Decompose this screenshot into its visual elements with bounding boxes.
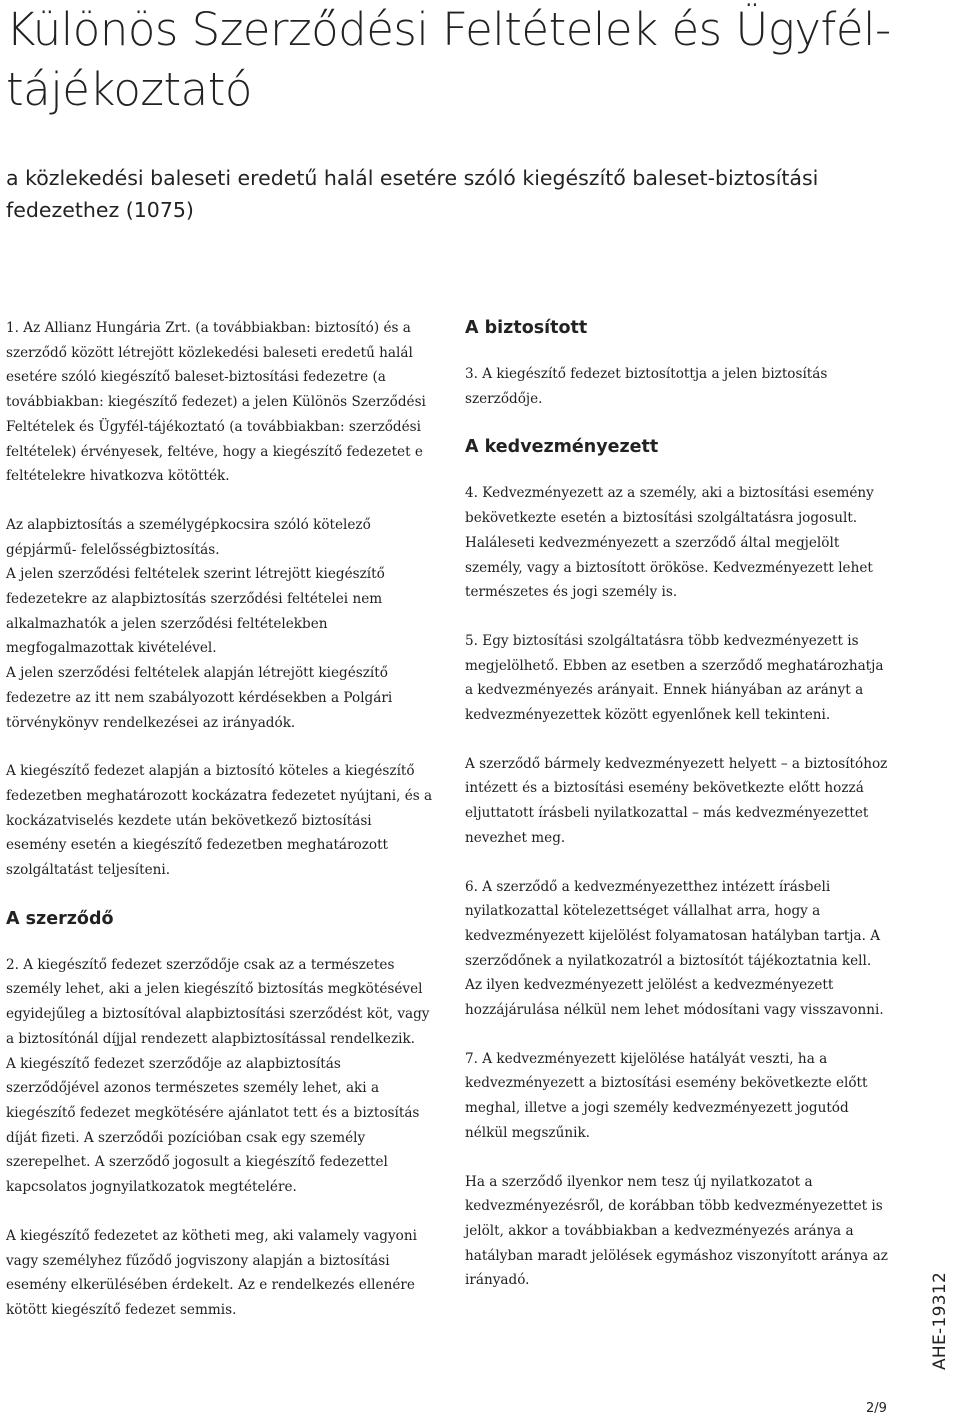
paragraph-1: 1. Az Allianz Hungária Zrt. (a továbbiakban: biztosító) és a szerződő között létrejött közlekedési baleseti eredetű halál esetére szóló kiegészítő baleset-biztosítási fedezetre (a továbbiakban: kiegészítő fedezet) a jelen Különös Szerződési Feltételek és Ügyfél-tájékoztató (a továbbiakban: szerződési feltételek) érvényesek, feltéve, hogy a kiegészítő fedezetet e feltételekre hivatkozva kötötték. <box>6 320 426 485</box>
paragraph-4: 4. Kedvezményezett az a személy, aki a biztosítási esemény bekövetkezte esetén a biztosítási szolgáltatásra jogosult. Haláleseti kedvezményezett a szerződő által megjelölt személy, vagy a biztosított örököse. Kedvezményezett lehet természetes és jogi személy is. <box>465 485 874 601</box>
paragraph-ptk: A jelen szerződési feltételek alapján létrejött kiegészítő fedezetre az itt nem szabályozott kérdésekben a Polgári törvénykönyv rendelkezései az irányadók. <box>6 665 393 731</box>
paragraph-uj-nyilatkozat: Ha a szerződő ilyenkor nem tesz új nyilatkozatot a kedvezményezésről, de korábban több kedvezményezettet is jelölt, akkor a továbbiakban a kedvezményezés aránya a hatályban maradt jelölések egymáshoz viszonyított aránya az irányadó. <box>465 1173 888 1289</box>
left-column <box>6 316 434 1347</box>
paragraph-5: 5. Egy biztosítási szolgáltatásra több kedvezményezett is megjelölhető. Ebben az esetben a szerződő meghatározhatja a kedvezményezés arányait. Ennek hiányában az arányt a kedvezményezettek között egyenlőnek kell tekinteni. <box>465 632 884 724</box>
document-title: Különös Szerződési Feltételek és Ügyfél-tájékoztató <box>6 3 891 116</box>
heading-szerzodo: A szerződő <box>6 908 114 929</box>
document-code: AHE-19312 <box>930 1271 950 1370</box>
heading-kedvezmenyezett: A kedvezményezett <box>465 437 659 458</box>
document-subtitle: a közlekedési baleseti eredetű halál esetére szóló kiegészítő baleset-biztosítási fedezethez (1075) <box>6 166 819 222</box>
paragraph-7: 7. A kedvezményezett kijelölése hatályát veszti, ha a kedvezményezett a biztosítási esemény bekövetkezte előtt meghal, illetve a jogi személy kedvezményezett jogutód nélkül megszűnik. <box>465 1050 868 1141</box>
paragraph-3: 3. A kiegészítő fedezet biztosítottja a jelen biztosítás szerződője. <box>465 366 828 407</box>
paragraph-6: 6. A szerződő a kedvezményezetthez intézett írásbeli nyilatkozattal kötelezettséget vállalhat arra, hogy a kedvezményezett kijelölést folyamatosan hatályban tartja. A szerződőnek a nyilatkozatról a biztosítót tájékoztatnia kell. Az ilyen kedvezményezett jelölést a kedvezményezett hozzájárulása nélkül nem lehet módosítani vagy visszavonni. <box>465 878 884 1019</box>
paragraph-2: 2. A kiegészítő fedezet szerződője csak az a természetes személy lehet, aki a jelen kiegészítő biztosítás megkötésével egyidejűleg a biztosítóval alapbiztosítási szerződést köt, vagy a biztosítónál díjjal rendezett alapbiztosítással rendelkezik. <box>6 956 430 1047</box>
paragraph-szerzodo-szemely: A kiegészítő fedezet szerződője az alapbiztosítás szerződőjével azonos természetes személy lehet, aki a kiegészítő fedezet megkötésére ajánlatot tett és a biztosítás díját fizeti. A szerződői pozícióban csak egy személy szerepelhet. A szerződő jogosult a kiegészítő fedezettel kapcsolatos jognyilatkozatok megtételére. <box>6 1055 420 1196</box>
paragraph-kedvezmenyezett-csere: A szerződő bármely kedvezményezett helyett – a biztosítóhoz intézett és a biztosítási esemény bekövetkezte előtt hozzá eljuttatott írásbeli nyilatkozattal – más kedvezményezettet nevezhet meg. <box>465 755 888 846</box>
paragraph-erdekeltseg: A kiegészítő fedezetet az kötheti meg, aki valamely vagyoni vagy személyhez fűződő jogviszony alapján a biztosítási esemény elkerülésében érdekelt. Az e rendelkezés ellenére kötött kiegészítő fedezet semmis. <box>6 1227 417 1318</box>
page-number: 2/9 <box>866 1401 887 1416</box>
paragraph-feltetelek: A jelen szerződési feltételek szerint létrejött kiegészítő fedezetekre az alapbiztosítás szerződési feltételei nem alkalmazhatók a jelen szerződési feltételekben megfogalmazottak kivételével. <box>6 566 385 657</box>
right-column <box>465 316 890 1317</box>
paragraph-alapbiztositas: Az alapbiztosítás a személygépkocsira szóló kötelező gépjármű- felelősségbiztosítás. <box>6 516 371 558</box>
paragraph-kockazat: A kiegészítő fedezet alapján a biztosító köteles a kiegészítő fedezetben meghatározott kockázatra fedezetet nyújtani, és a kockázatviselés kezdete után bekövetkező biztosítási esemény esetén a kiegészítő fedezetben meghatározott szolgáltatást teljesíteni. <box>6 763 433 879</box>
heading-biztositott: A biztosított <box>465 318 588 338</box>
